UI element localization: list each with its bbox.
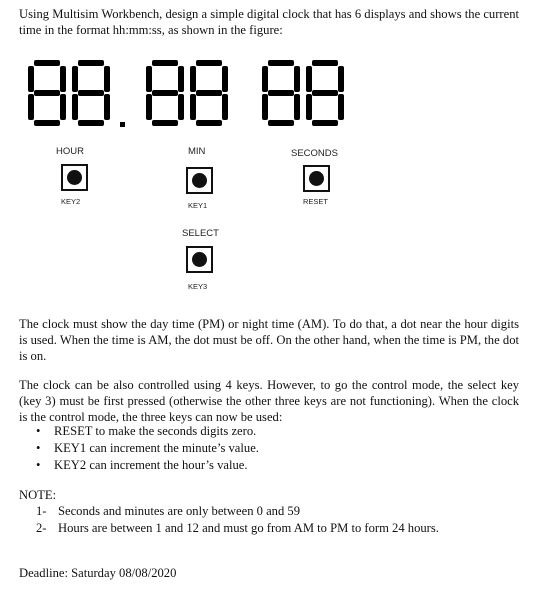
note-item	[36, 521, 439, 536]
digit	[306, 60, 344, 126]
segment-g	[312, 90, 338, 96]
pm-dot	[120, 122, 125, 127]
segment-f	[306, 66, 312, 92]
bullet-text: KEY2 can increment the hour’s value.	[54, 458, 248, 472]
segment-b	[294, 66, 300, 92]
segment-d	[312, 120, 338, 126]
key2-label: KEY2	[61, 197, 81, 206]
segment-a	[78, 60, 104, 66]
deadline: Deadline: Saturday 08/08/2020	[19, 566, 177, 580]
segment-e	[72, 94, 78, 120]
seconds-label: SECONDS	[291, 148, 338, 159]
reset-label: RESET	[303, 197, 329, 206]
segment-c	[60, 94, 66, 120]
digit	[190, 60, 228, 126]
segment-d	[268, 120, 294, 126]
segment-c	[178, 94, 184, 120]
segment-a	[196, 60, 222, 66]
segment-d	[34, 120, 60, 126]
segment-e	[306, 94, 312, 120]
hour-label: HOUR	[56, 146, 84, 157]
min-label: MIN	[188, 146, 206, 157]
segment-c	[222, 94, 228, 120]
intro-paragraph: Using Multisim Workbench, design a simple digital clock that has 6 displays and shows the current time in the format hh:mm:ss, as shown in the figure:	[19, 7, 519, 37]
segment-a	[34, 60, 60, 66]
segment-c	[338, 94, 344, 120]
bullet-text: KEY1 can increment the minute’s value.	[54, 441, 259, 455]
segment-b	[60, 66, 66, 92]
reset-button[interactable]	[303, 165, 330, 192]
digit	[28, 60, 66, 126]
segment-g	[196, 90, 222, 96]
segment-g	[78, 90, 104, 96]
seven-segment-display	[28, 60, 378, 136]
segment-c	[104, 94, 110, 120]
digit	[146, 60, 184, 126]
segment-f	[72, 66, 78, 92]
segment-f	[146, 66, 152, 92]
segment-f	[190, 66, 196, 92]
key3-label: KEY3	[188, 282, 208, 291]
segment-e	[146, 94, 152, 120]
bullet-item	[36, 440, 259, 456]
note-number: 1-	[36, 504, 47, 518]
segment-b	[222, 66, 228, 92]
segment-f	[28, 66, 34, 92]
digit	[72, 60, 110, 126]
key1-label: KEY1	[188, 201, 208, 210]
segment-b	[104, 66, 110, 92]
note-text: Hours are between 1 and 12 and must go from AM to PM to form 24 hours.	[58, 521, 439, 535]
bullet-icon: •	[36, 424, 41, 438]
key3-button[interactable]	[186, 246, 213, 273]
segment-c	[294, 94, 300, 120]
segment-b	[338, 66, 344, 92]
bullet-text: RESET to make the seconds digits zero.	[54, 424, 257, 438]
note-item	[36, 504, 300, 519]
segment-e	[262, 94, 268, 120]
control-keys-paragraph: The clock can be also controlled using 4 keys. However, to go the control mode, the select key (key 3) must be first pressed (otherwise the other three keys are not functioning). When the clock is the control mode, the three keys can now be used:	[19, 378, 519, 424]
segment-g	[34, 90, 60, 96]
segment-a	[268, 60, 294, 66]
bullet-item	[36, 457, 248, 473]
bullet-item	[36, 423, 256, 439]
segment-b	[178, 66, 184, 92]
segment-f	[262, 66, 268, 92]
segment-d	[196, 120, 222, 126]
segment-g	[268, 90, 294, 96]
segment-d	[152, 120, 178, 126]
bullet-icon: •	[36, 441, 41, 455]
select-label: SELECT	[182, 228, 219, 239]
segment-e	[28, 94, 34, 120]
key1-button[interactable]	[186, 167, 213, 194]
bullet-icon: •	[36, 458, 41, 472]
segment-a	[152, 60, 178, 66]
note-text: Seconds and minutes are only between 0 and 59	[58, 504, 301, 518]
am-pm-paragraph: The clock must show the day time (PM) or night time (AM). To do that, a dot near the hour digits is used. When the time is AM, the dot must be off. On the other hand, when the time is PM, the dot is on.	[19, 317, 519, 363]
note-heading: NOTE:	[19, 488, 57, 502]
segment-d	[78, 120, 104, 126]
digit	[262, 60, 300, 126]
segment-e	[190, 94, 196, 120]
segment-a	[312, 60, 338, 66]
segment-g	[152, 90, 178, 96]
note-number: 2-	[36, 521, 47, 535]
key2-button[interactable]	[61, 164, 88, 191]
